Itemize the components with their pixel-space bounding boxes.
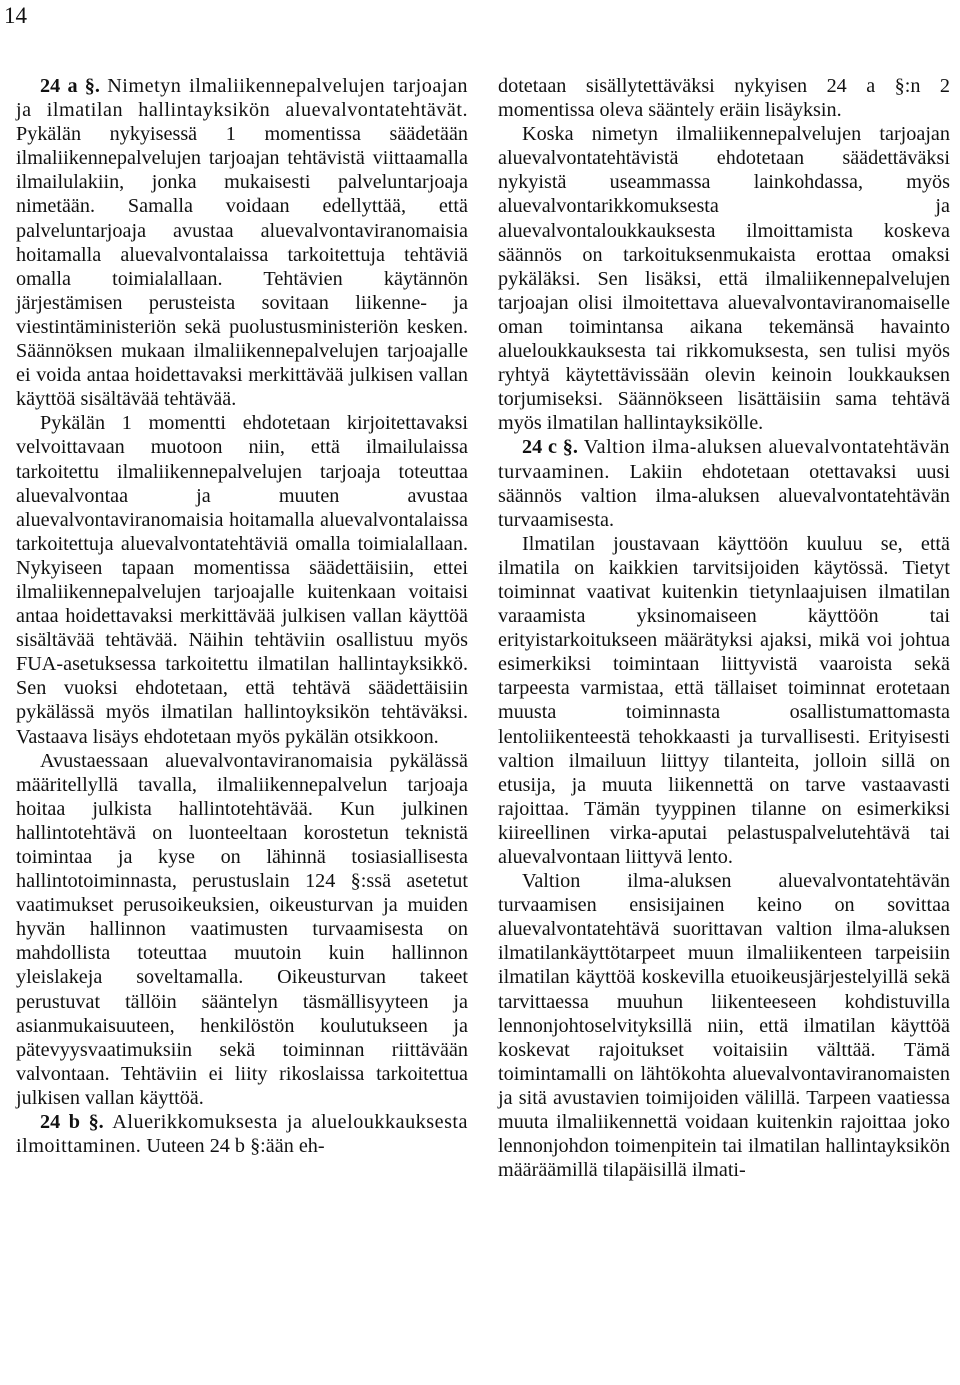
paragraph-text: Pykälän nykyisessä 1 momentissa säädetään ilmaliikennepalvelujen tarjoajan tehtävistä viittaamalla ilmailulakiin, jonka mukaisesti palveluntarjoaja nimetään. Samalla voidaan edellyttää, että palveluntarjoaja avustaa aluevalvontaviranomaisia hoitamalla aluevalvontalaissa tarkoitettuja tehtäviä omalla toimialallaan. Tehtävien käytännön järjestämisen perusteista sovitaan liikenne- ja viestintäministeriön sekä puolustusministeriön kesken. Säännöksen mukaan ilmaliikennepalvelujen tarjoajalle ei voida antaa hoidettavaksi merkittävää julkisen vallan käyttöä sisältävää tehtävää. [16, 123, 468, 411]
body-paragraph [16, 749, 468, 1110]
section-heading: Aluerikkomuksesta ja alueloukkauksesta ilmoittaminen. [16, 1111, 468, 1158]
paragraph-text: dotetaan sisällytettäväksi nykyisen 24 a §:n 2 momentissa oleva sääntely eräin lisäyksin. [498, 75, 950, 122]
body-paragraph [16, 411, 468, 748]
body-paragraph [498, 532, 950, 869]
section-24c-paragraph [498, 435, 950, 531]
paragraph-text: Uuteen 24 b §:ään eh- [146, 1135, 325, 1158]
paragraph-text: Ilmatilan joustavaan käyttöön kuuluu se, että ilmatila on kaikkien tarvitsijoiden käytössä. Tietyt toiminnat vaativat kuitenkin tietynlaajuisen ilmatilan varaamista yksinomaiseen käyttöön tai erityistarkoitukseen määrätyksi ajaksi, mikä voi johtua esimerkiksi toimintaan liittyvistä vaaroista sekä tarpeesta varmistaa, että tällaiset toiminnat erotetaan muusta toiminnasta osallistumattomasta lentoliikenteestä tehokkaasti ja turvallisesti. Erityisesti valtion ilmailuun liittyy tilanteita, jolloin sillä on etusija, ja muuta liikennettä on tarve vastaavasti rajoittaa. Tämän tyyppinen tilanne on esimerkiksi kiireellinen virka-aputai pelastuspalvelutehtävä tai aluevalvontaan liittyvä lento. [498, 532, 950, 868]
section-24a-paragraph [16, 74, 468, 411]
paragraph-text: Pykälän 1 momentti ehdotetaan kirjoitettavaksi velvoittavaan muotoon niin, että ilmailulaissa tarkoitettu ilmaliikennepalvelujen tarjoaja toteuttaa aluevalvontaa ja muuten avustaa aluevalvontaviranomaisia hoitamalla aluevalvontalaissa tarkoitettuja aluevalvontatehtäviä omalla toimialallaan. Nykyiseen tapaan momentissa säädettäisiin, ettei ilmaliikennepalvelujen tarjoajalle kuitenkaan voitaisi antaa hoidettavaksi merkittävää julkisen vallan käyttöä sisältävää tehtävää. Näihin tehtäviin osallistuu myös FUA-asetuksessa tarkoitettu ilmatilan hallintayksikkö. Sen vuoksi ehdotetaan, että tehtävä säädettäisiin pykälässä myös ilmatilan hallintoyksikön tehtäväksi. Vastaava lisäys ehdotetaan myös pykälän otsikkoon. [16, 412, 468, 748]
continued-paragraph [498, 74, 950, 122]
section-heading: Nimetyn ilmaliikennepalvelujen tarjoajan ja ilmatilan hallintayksikön aluevalvontatehtävät. [16, 75, 468, 122]
section-heading: Valtion ilma-aluksen aluevalvontatehtävän turvaaminen. [498, 436, 951, 483]
body-paragraph [498, 869, 950, 1182]
right-column [498, 74, 950, 1182]
section-number: 24 c §. [522, 436, 578, 459]
paragraph-text: Lakiin ehdotetaan otettavaksi uusi säännös valtion ilma-aluksen aluevalvontatehtävän turvaamisesta. [498, 460, 950, 531]
section-24b-paragraph [16, 1110, 468, 1158]
paragraph-text: Valtion ilma-aluksen aluevalvontatehtävän turvaamisen ensisijainen keino on sovittaa aluevalvontatehtävä suorittavan valtion ilma-aluksen ilmatilankäyttötarpeet muun ilmaliikenteen tarpeisiin ilmatilan käyttöä koskevilla etuoikeusjärjestelyillä sekä tarvittaessa muuhun liikenteeseen kohdistuvilla lennonjohtoselvityksillä niin, että ilmatilan käyttöä koskevat rajoitukset voitaisiin välttää. Tämä toimintamalli on lähtökohta aluevalvontaviranomaisten ja sitä avustavien toimijoiden välillä. Tarpeen vaatiessa muuta ilmaliikennettä voidaan kuitenkin rajoittaa joko lennonjohdon toimenpitein tai ilmatilan hallintayksikön määräämillä tilapäisillä ilmati- [498, 870, 950, 1182]
section-number: 24 b §. [40, 1111, 104, 1134]
paragraph-text: Avustaessaan aluevalvontaviranomaisia pykälässä määritellyllä tavalla, ilmaliikennepalvelun tarjoaja hoitaa julkista hallintotehtävää. Kun julkinen hallintotehtävä on luonteeltaan korostetun teknistä toimintaa ja kyse on lähinnä tosiasiallisesta hallintotoiminnasta, perustuslain 124 §:ssä asetetut vaatimukset perusoikeuksien, oikeusturvan ja muiden hyvän hallinnon vaatimusten turvaamisesta on mahdollista toteuttaa muutoin kuin hallinnon yleislakeja soveltamalla. Oikeusturvan takeet perustuvat tällöin sääntelyn täsmällisyyteen ja asianmukaisuuteen, henkilöstön koulutukseen ja pätevyysvaatimuksiin sekä toiminnan riittävään valvontaan. Tehtäviin ei liity rikoslaissa tarkoitettua julkisen vallan käyttöä. [16, 749, 468, 1109]
page-number: 14 [4, 3, 27, 28]
paragraph-text: Koska nimetyn ilmaliikennepalvelujen tarjoajan aluevalvontatehtävistä ehdotetaan säädettäväksi nykyistä useammassa lainkohdassa, myös aluevalvontarikkomuksesta ja aluevalvontaloukkauksesta ilmoittamista koskeva säännös on tarkoituksenmukaista erottaa omaksi pykäläksi. Sen lisäksi, että ilmaliikennepalvelujen tarjoajan olisi ilmoitettava aluevalvontaviranomaiselle oman toimintansa aikana tekemänsä havainto alueloukkauksesta tai rikkomuksesta, sen tulisi myös ryhtyä käytettävissään olevin keinoin loukkauksen torjumiseksi. Säännökseen lisättäisiin sama tehtävä myös ilmatilan hallintayksikölle. [498, 123, 950, 435]
left-column [16, 74, 468, 1158]
body-paragraph [498, 122, 950, 435]
section-number: 24 a §. [40, 75, 100, 97]
